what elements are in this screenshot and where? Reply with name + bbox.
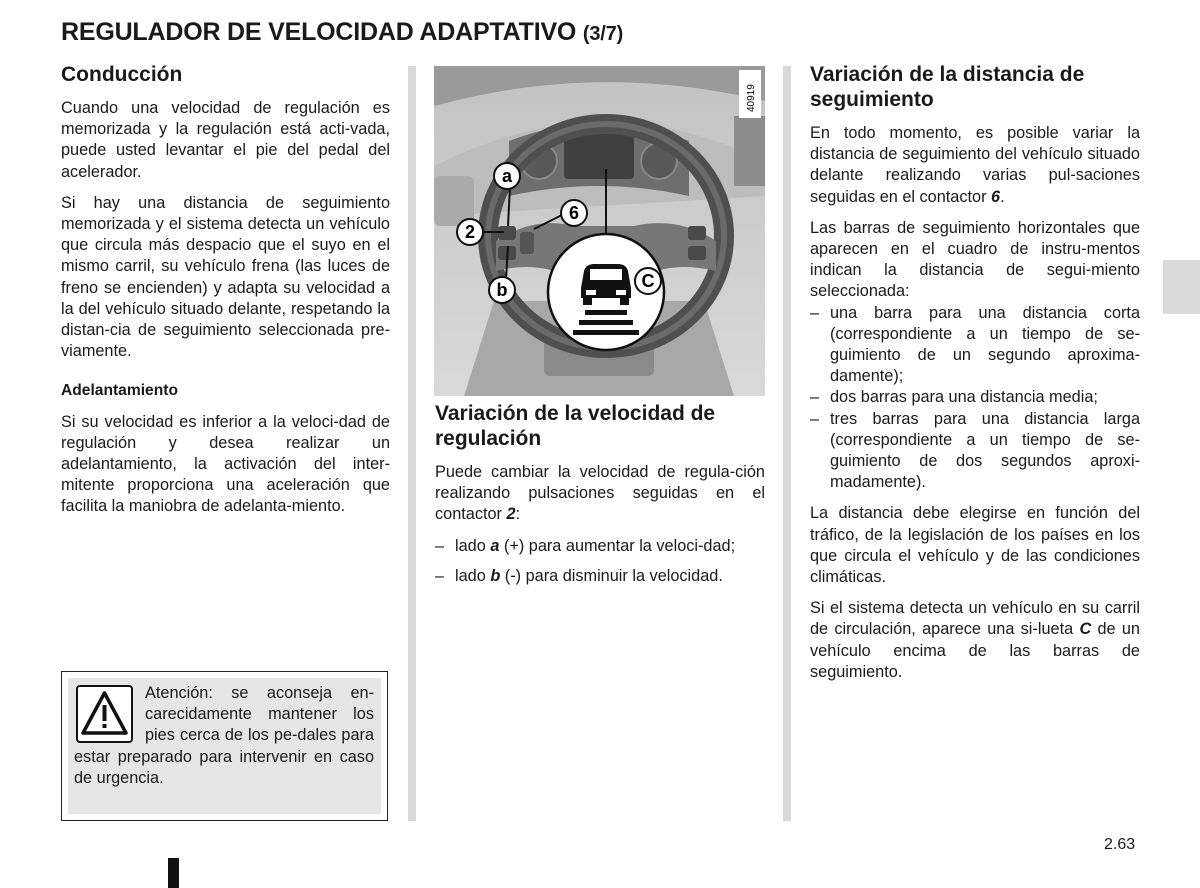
- ref-c: C: [1079, 620, 1092, 639]
- ref-6: 6: [991, 187, 1001, 206]
- steering-wheel-illustration: [434, 66, 765, 396]
- paragraph: Puede cambiar la velocidad de regula-ción realizando pulsaciones seguidas en el contactor 2:: [435, 463, 765, 524]
- paragraph: En todo momento, es posible variar la distancia de seguimiento del vehículo situado delante realizando varias pul-saciones seguidas en el contactor 6.: [810, 124, 1140, 206]
- paragraph: Cuando una velocidad de regulación es memorizada y la regulación está acti-vada, puede usted levantar el pie del pedal del acelerador.: [61, 99, 390, 181]
- section-heading-conduccion: Conducción: [61, 63, 183, 86]
- list-item: – dos barras para una distancia media;: [810, 387, 1140, 408]
- subheading-adelantamiento: Adelantamiento: [61, 382, 178, 400]
- list-item: – una barra para una distancia corta (correspondiente a un tiempo de se-guimiento de un segundo aproxima-damente);: [810, 303, 1140, 388]
- callout-6: 6: [568, 203, 580, 223]
- right-column: [810, 62, 1140, 693]
- print-mark: [168, 858, 179, 888]
- paragraph: La distancia debe elegirse en función del tráfico, de la legislación de los países en los que circula el vehículo y de las condiciones climáticas.: [810, 504, 1140, 587]
- paragraph: Si hay una distancia de seguimiento memorizada y el sistema detecta un vehículo que circula más despacio que el suyo en el mismo carril, su vehículo frena (las luces de freno se encienden) y adapta su velocidad a la del vehículo situado delante, respetando la distan-cia de seguimiento seleccionada pre-viamente.: [61, 193, 390, 361]
- speed-list: [435, 536, 765, 587]
- list-item: – lado b (-) para disminuir la velocidad.: [435, 566, 765, 587]
- list-item: – tres barras para una distancia larga (correspondiente a un tiempo de se-guimiento de dos segundos aproxi-madamente).: [810, 409, 1140, 494]
- ref-a: a: [490, 536, 500, 555]
- left-column: [61, 62, 390, 528]
- page-number: 2.63: [1104, 836, 1136, 853]
- distance-list: [810, 303, 1140, 494]
- section-heading-velocidad: Variación de la velocidad de regulación: [435, 402, 716, 450]
- middle-column: [435, 401, 765, 597]
- warning-inner: [68, 678, 381, 814]
- callout-2: 2: [464, 222, 476, 242]
- section-heading-distancia: Variación de la distancia de seguimiento: [810, 63, 1085, 111]
- paragraph: Las barras de seguimiento horizontales que aparecen en el cuadro de instru-mentos indican la distancia de segui-miento seleccionada:: [810, 218, 1140, 301]
- paragraph: Si el sistema detecta un vehículo en su carril de circulación, aparece una si-lueta C de un vehículo encima de las barras de seguimiento.: [810, 599, 1140, 681]
- callout-c: C: [641, 271, 655, 291]
- column-gutter-left: [408, 66, 416, 821]
- ref-b: b: [490, 566, 501, 585]
- callout-b: b: [496, 280, 508, 300]
- warning-box: [61, 671, 388, 821]
- page-title-part: (3/7): [582, 23, 624, 45]
- page-title-text: REGULADOR DE VELOCIDAD ADAPTATIVO: [61, 18, 577, 46]
- paragraph: Si su velocidad es inferior a la veloci-dad de regulación y desea realizar un adelantamiento, la activación del inter-mitente proporciona una aceleración que facilita la maniobra de adelanta-miento.: [61, 412, 390, 516]
- ref-2: 2: [506, 505, 516, 524]
- figure-code: 40919: [746, 84, 757, 112]
- warning-triangle-icon: [76, 685, 133, 743]
- callout-a: a: [501, 166, 513, 186]
- list-item: – lado a (+) para aumentar la veloci-dad;: [435, 536, 765, 557]
- warning-text: Atención: se aconseja en-carecidamente mantener los pies cerca de los pe-dales para estar preparado para intervenir en caso de urgencia.: [74, 684, 374, 787]
- page-title: [61, 18, 623, 47]
- section-tab: [1163, 260, 1200, 314]
- column-gutter-right: [783, 66, 791, 821]
